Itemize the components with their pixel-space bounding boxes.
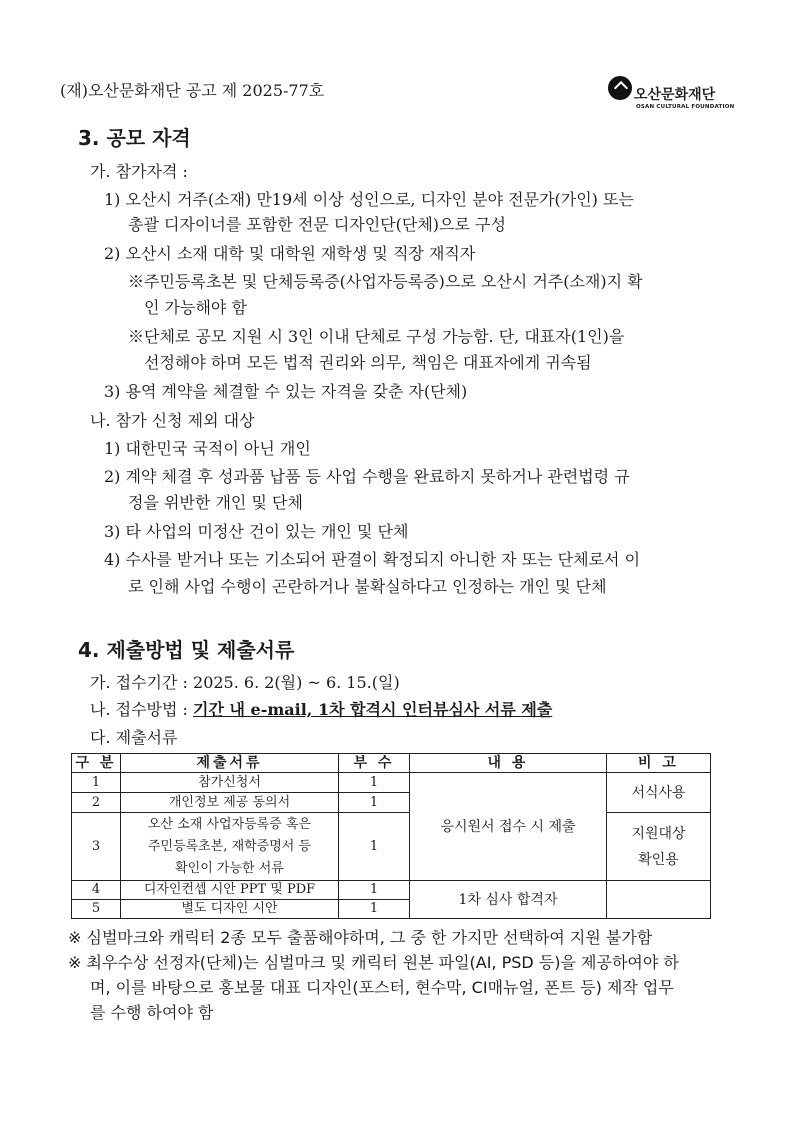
remark-eligibility-line2: 확인용 xyxy=(638,851,679,868)
section3-a2: 2) 오산시 소재 대학 및 대학원 재학생 및 직장 재직자 xyxy=(104,244,476,263)
row-number: 4 xyxy=(72,881,121,900)
section3-a-title: 가. 참가자격 : xyxy=(90,162,188,181)
row-copies: 1 xyxy=(339,813,410,881)
row-document-multiline xyxy=(121,813,339,881)
section3-a2-note1-line1: ※주민등록초본 및 단체등록증(사업자등록증)으로 오산시 거주(소재)지 확 xyxy=(128,272,643,291)
row-number: 5 xyxy=(72,900,121,919)
section3-b2-line2: 정을 위반한 개인 및 단체 xyxy=(128,493,303,512)
row-number: 2 xyxy=(72,793,121,813)
row-copies: 1 xyxy=(339,793,410,813)
remark-eligibility-line1: 지원대상 xyxy=(631,825,686,842)
section3-a2-note2-line1: ※단체로 공모 지원 시 3인 이내 단체로 구성 가능함. 단, 대표자(1인)을 xyxy=(128,327,625,346)
table-header-row xyxy=(72,754,711,773)
section3-b4-line2: 로 인해 사업 수행이 곤란하거나 불확실하다고 인정하는 개인 및 단체 xyxy=(128,577,607,596)
logo-emblem-icon xyxy=(608,76,632,100)
remark-empty xyxy=(607,881,711,919)
section3-b4-line1: 4) 수사를 받거나 또는 기소되어 판결이 확정되지 아니한 자 또는 단체로서 이 xyxy=(104,550,641,569)
remark-form-use: 서식사용 xyxy=(607,773,711,813)
submission-documents-table xyxy=(71,753,711,919)
note-2-line1: ※ 최우수상 선정자(단체)는 심벌마크 및 캐릭터 원본 파일(AI, PSD 등)을 제공하여야 하 xyxy=(68,953,679,972)
content-first-round-group: 1차 심사 합격자 xyxy=(410,881,607,919)
table-row xyxy=(72,881,711,900)
section3-b2-line1: 2) 계약 체결 후 성과품 납품 등 사업 수행을 완료하지 못하거나 관련법령 규 xyxy=(104,467,630,486)
section3-a3: 3) 용역 계약을 체결할 수 있는 자격을 갖춘 자(단체) xyxy=(104,382,468,401)
row-number: 1 xyxy=(72,773,121,793)
section4-b-value: 기간 내 e-mail, 1차 합격시 인터뷰심사 서류 제출 xyxy=(193,700,553,719)
row-document: 디자인컨셉 시안 PPT 및 PDF xyxy=(121,881,339,900)
section3-a2-note1-line2: 인 가능해야 함 xyxy=(144,298,247,317)
logo-subtitle: OSAN CULTURAL FOUNDATION xyxy=(636,104,735,110)
table-row xyxy=(72,813,711,881)
note-2-line2: 며, 이를 바탕으로 홍보물 대표 디자인(포스터, 현수막, CI매뉴얼, 폰트 등) 제작 업무 xyxy=(90,978,674,997)
row-document: 참가신청서 xyxy=(121,773,339,793)
row-copies: 1 xyxy=(339,773,410,793)
note-2-line3: 를 수행 하여야 함 xyxy=(90,1003,214,1022)
row-document-line2: 주민등록초본, 재학증명서 등 xyxy=(147,838,312,854)
row-document: 개인정보 제공 동의서 xyxy=(121,793,339,813)
row-number: 3 xyxy=(72,813,121,881)
table-row xyxy=(72,773,711,793)
section3-a1-line2: 총괄 디자이너를 포함한 전문 디자인단(단체)으로 구성 xyxy=(128,215,506,234)
section3-b1: 1) 대한민국 국적이 아닌 개인 xyxy=(104,439,311,458)
table-header-document: 제출서류 xyxy=(121,754,339,773)
section4-a: 가. 접수기간 : 2025. 6. 2(월) ~ 6. 15.(일) xyxy=(90,673,400,692)
notice-number: (재)오산문화재단 공고 제 2025-77호 xyxy=(60,81,325,100)
section3-b3: 3) 타 사업의 미정산 건이 있는 개인 및 단체 xyxy=(104,522,409,541)
note-1: ※ 심벌마크와 캐릭터 2종 모두 출품해야하며, 그 중 한 가지만 선택하여 지원 불가함 xyxy=(68,928,653,947)
logo-name: 오산문화재단 xyxy=(634,87,716,103)
section4-b-prefix: 나. 접수방법 : xyxy=(90,700,194,719)
row-document-line3: 확인이 가능한 서류 xyxy=(175,860,284,876)
row-document-line1: 오산 소재 사업자등록증 혹은 xyxy=(147,816,312,832)
row-copies: 1 xyxy=(339,881,410,900)
section4-title: 4. 제출방법 및 제출서류 xyxy=(78,638,295,662)
section3-a1-line1: 1) 오산시 거주(소재) 만19세 이상 성인으로, 디자인 분야 전문가(가인) 또는 xyxy=(104,190,634,209)
section4-b xyxy=(90,697,552,720)
row-copies: 1 xyxy=(339,900,410,919)
section3-title: 3. 공모 자격 xyxy=(78,126,191,150)
remark-eligibility xyxy=(607,813,711,881)
section3-b-title: 나. 참가 신청 제외 대상 xyxy=(90,411,255,430)
section3-a2-note2-line2: 선정해야 하며 모든 법적 권리와 의무, 책임은 대표자에게 귀속됨 xyxy=(144,353,592,372)
table-header-content: 내 용 xyxy=(410,754,607,773)
table-header-copies: 부 수 xyxy=(339,754,410,773)
section4-c: 다. 제출서류 xyxy=(90,728,178,747)
table-header-remarks: 비 고 xyxy=(607,754,711,773)
row-document: 별도 디자인 시안 xyxy=(121,900,339,919)
table-header-category: 구 분 xyxy=(72,754,121,773)
content-submission-group: 응시원서 접수 시 제출 xyxy=(410,773,607,881)
